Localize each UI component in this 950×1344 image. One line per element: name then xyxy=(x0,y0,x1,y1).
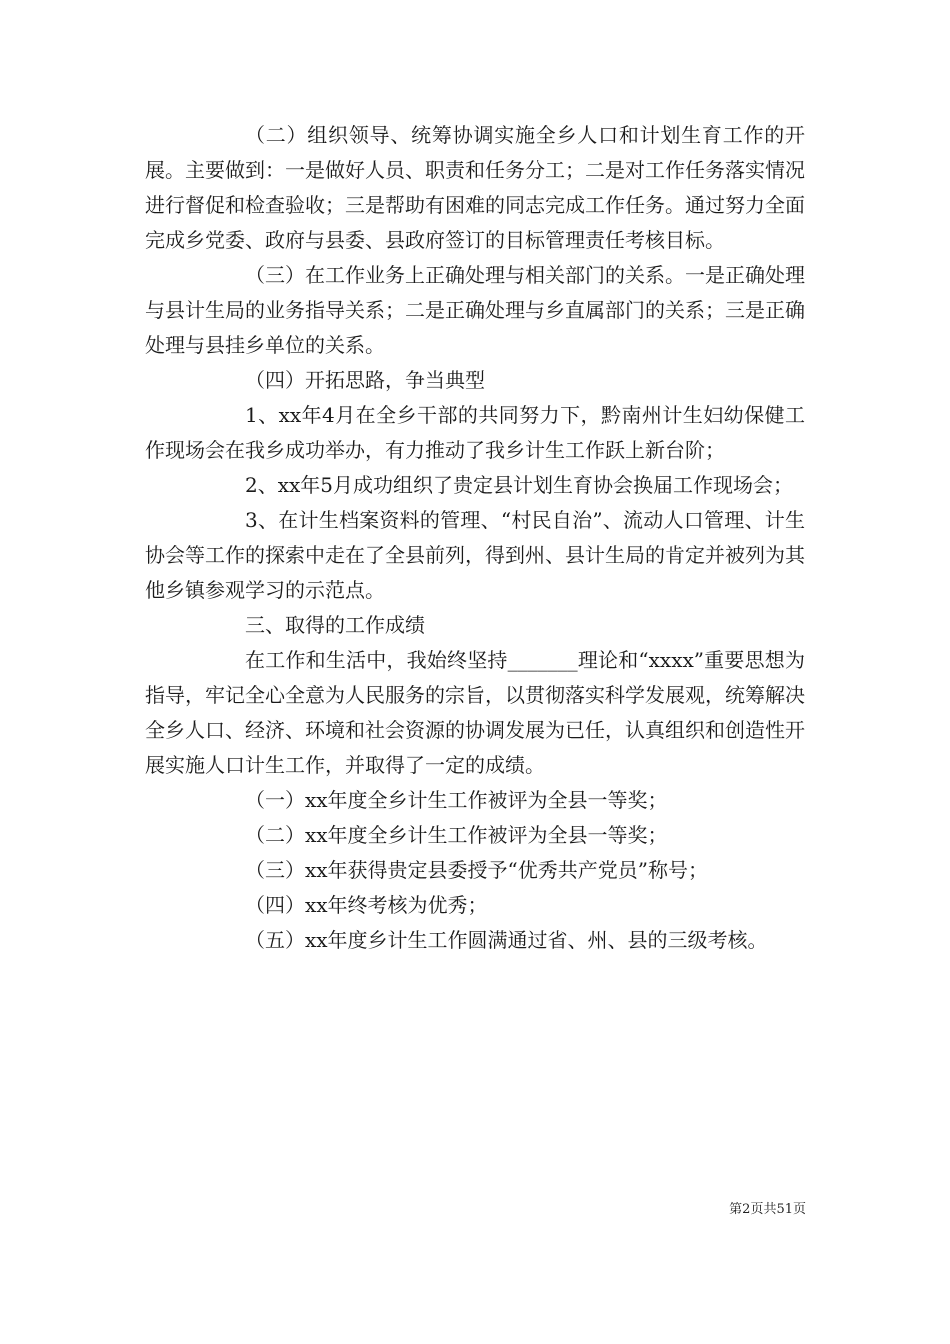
achievement-item-5: （五）xx年度乡计生工作圆满通过省、州、县的三级考核。 xyxy=(245,928,768,952)
achievement-item-2: （二）xx年度全乡计生工作被评为全县一等奖； xyxy=(245,823,668,847)
paragraph-item-3: 3、在计生档案资料的管理、“村民自治”、流动人口管理、计生协会等工作的探索中走在了全县前列，得到州、县计生局的肯定并被列为其他乡镇参观学习的示范点。 xyxy=(145,508,805,602)
paragraph-handle-relations: （三）在工作业务上正确处理与相关部门的关系。一是正确处理与县计生局的业务指导关系；二是正确处理与乡直属部门的关系；三是正确处理与县挂乡单位的关系。 xyxy=(145,263,805,357)
paragraph-item-1: 1、xx年4月在全乡干部的共同努力下，黔南州计生妇幼保健工作现场会在我乡成功举办，有力推动了我乡计生工作跃上新台阶； xyxy=(145,403,805,462)
achievement-item-1: （一）xx年度全乡计生工作被评为全县一等奖； xyxy=(245,788,668,812)
paragraph-heading-pioneer: （四）开拓思路，争当典型 xyxy=(245,368,485,392)
paragraph-organize-lead: （二）组织领导、统筹协调实施全乡人口和计划生育工作的开展。主要做到：一是做好人员、职责和任务分工；二是对工作任务落实情况进行督促和检查验收；三是帮助有困难的同志完成工作任务。通过努力全面完成乡党委、政府与县委、县政府签订的目标管理责任考核目标。 xyxy=(145,123,805,252)
document-body xyxy=(145,118,805,958)
achievement-item-3: （三）xx年获得贵定县委授予“优秀共产党员”称号； xyxy=(245,858,709,882)
page-number-footer: 第2页共51页 xyxy=(729,1202,806,1217)
section-heading-achievements: 三、取得的工作成绩 xyxy=(245,613,425,637)
achievement-item-4: （四）xx年终考核为优秀； xyxy=(245,893,488,917)
paragraph-item-2: 2、xx年5月成功组织了贵定县计划生育协会换届工作现场会； xyxy=(245,473,794,497)
paragraph-achievements-intro: 在工作和生活中，我始终坚持_______理论和“xxxx”重要思想为指导，牢记全心全意为人民服务的宗旨，以贯彻落实科学发展观，统筹解决全乡人口、经济、环境和社会资源的协调发展为已任，认真组织和创造性开展实施人口计生工作，并取得了一定的成绩。 xyxy=(145,648,805,777)
